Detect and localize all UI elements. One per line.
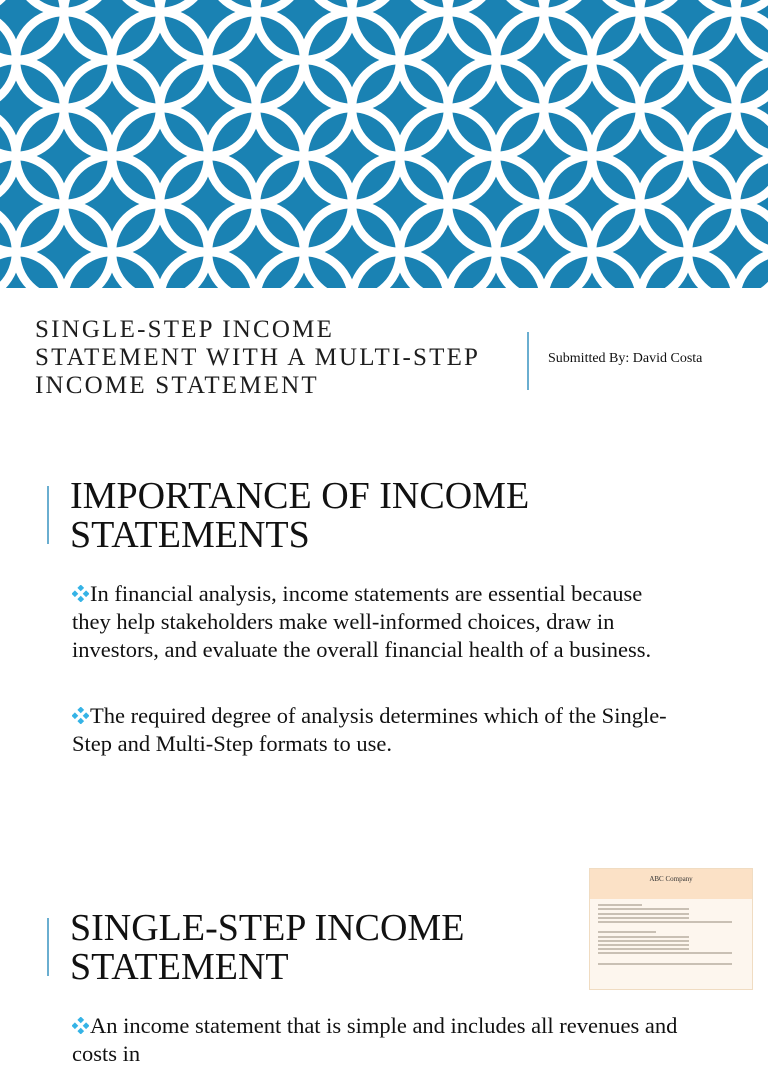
bullet-item [72,702,682,758]
diamond-bullet-icon [72,585,89,602]
bullet-text: An income statement that is simple and includes all revenues and costs in [72,1013,678,1066]
title-divider [527,332,529,390]
patterned-banner [0,0,768,288]
heading-accent-bar [47,918,49,976]
section-heading: SINGLE-STEP INCOME STATEMENT [70,907,465,988]
circle-lattice-pattern [0,0,768,288]
income-statement-thumbnail [589,868,753,990]
slide-title: SINGLE-STEP INCOME STATEMENT WITH A MULTI-STEP INCOME STATEMENT [35,316,480,399]
diamond-bullet-icon [72,707,89,724]
statement-company: ABC Company [649,875,693,883]
bullet-text: In financial analysis, income statements are essential because they help stakeholders make well-informed choices, draw in investors, and evaluate the overall financial health of a business. [72,581,652,662]
heading-accent-bar [47,486,49,544]
statement-header [590,869,752,899]
bullet-item [72,580,682,664]
bullet-item [72,1012,682,1068]
bullet-text: The required degree of analysis determines which of the Single-Step and Multi-Step formats to use. [72,703,667,756]
statement-lines [590,899,752,970]
submitted-by: Submitted By: David Costa [548,351,703,366]
diamond-bullet-icon [72,1017,89,1034]
section-heading: IMPORTANCE OF INCOME STATEMENTS [70,475,530,556]
